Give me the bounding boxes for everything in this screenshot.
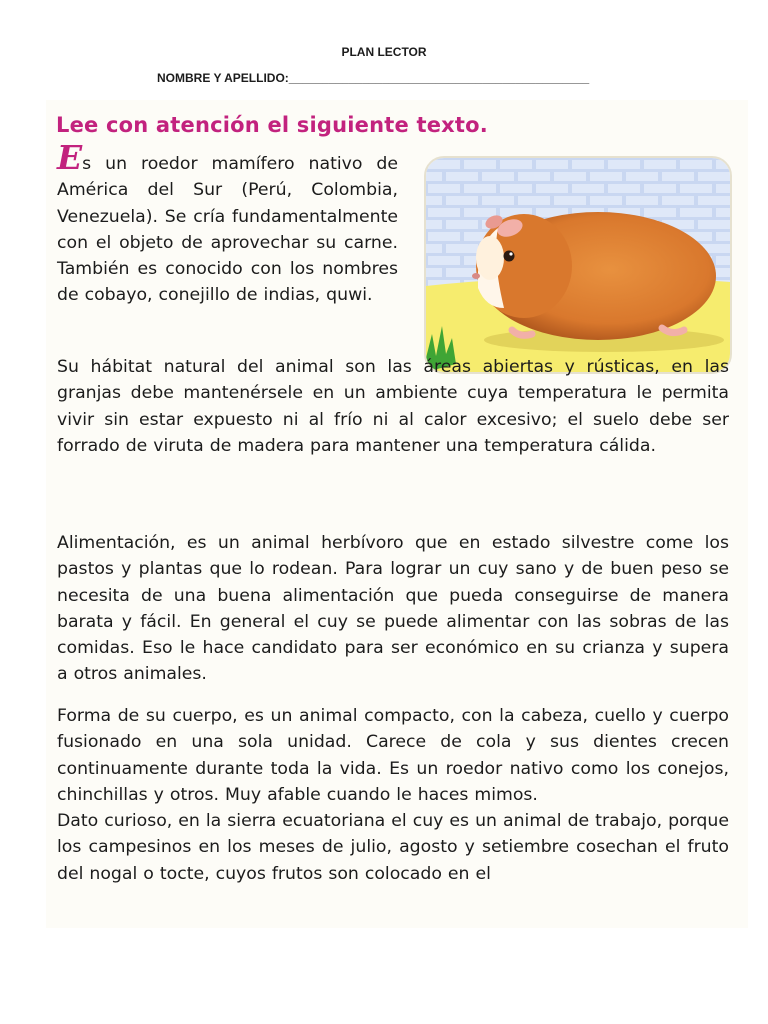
drop-cap: E <box>57 138 83 177</box>
reading-instruction: Lee con atención el siguiente texto. <box>56 113 488 137</box>
paragraph-definition <box>57 138 398 309</box>
guinea-pig-illustration <box>424 156 732 374</box>
paragraph-definition-text: s un roedor mamífero nativo de América del Sur (Perú, Colombia, Venezuela). Se cría fundamentalmente con el objeto de aprovechar su carne. También es conocido con los nombres de cobayo, conejillo de indias, quwi. <box>57 154 398 306</box>
paragraph-alimentacion: Alimentación, es un animal herbívoro que en estado silvestre come los pastos y plantas que lo rodean. Para lograr un cuy sano y de buen peso se necesita de una buena alimentación que pueda conseguirse de manera barata y fácil. En general el cuy se puede alimentar con las sobras de las comidas. Eso le hace candidato para ser económico en su crianza y supera a otros animales. <box>57 533 729 685</box>
student-name-field[interactable]: NOMBRE Y APELLIDO:_____________________________________________ <box>157 71 590 85</box>
paragraph-group-body <box>57 703 729 887</box>
paragraph-dato-curioso: Dato curioso, en la sierra ecuatoriana el cuy es un animal de trabajo, porque los campesinos en los meses de julio, agosto y setiembre cosechan el fruto del nogal o tocte, cuyos frutos son colocado en el <box>57 811 729 884</box>
reading-card <box>46 100 748 928</box>
worksheet-title: PLAN LECTOR <box>341 45 427 59</box>
paragraph-forma-cuerpo: Forma de su cuerpo, es un animal compacto, con la cabeza, cuello y cuerpo fusionado en una sola unidad. Carece de cola y sus dientes crecen continuamente durante toda la vida. Es un roedor nativo como los conejos, chinchillas y otros. Muy afable cuando le haces mimos. <box>57 706 729 805</box>
paragraph-habitat: Su hábitat natural del animal son las áreas abiertas y rústicas, en las granjas debe mantenérsele en un ambiente cuya temperatura le permita vivir sin estar expuesto ni al frío ni al calor excesivo; el suelo debe ser forrado de viruta de madera para mantener una temperatura cálida. <box>57 357 729 456</box>
guinea-pig-icon <box>426 158 730 372</box>
